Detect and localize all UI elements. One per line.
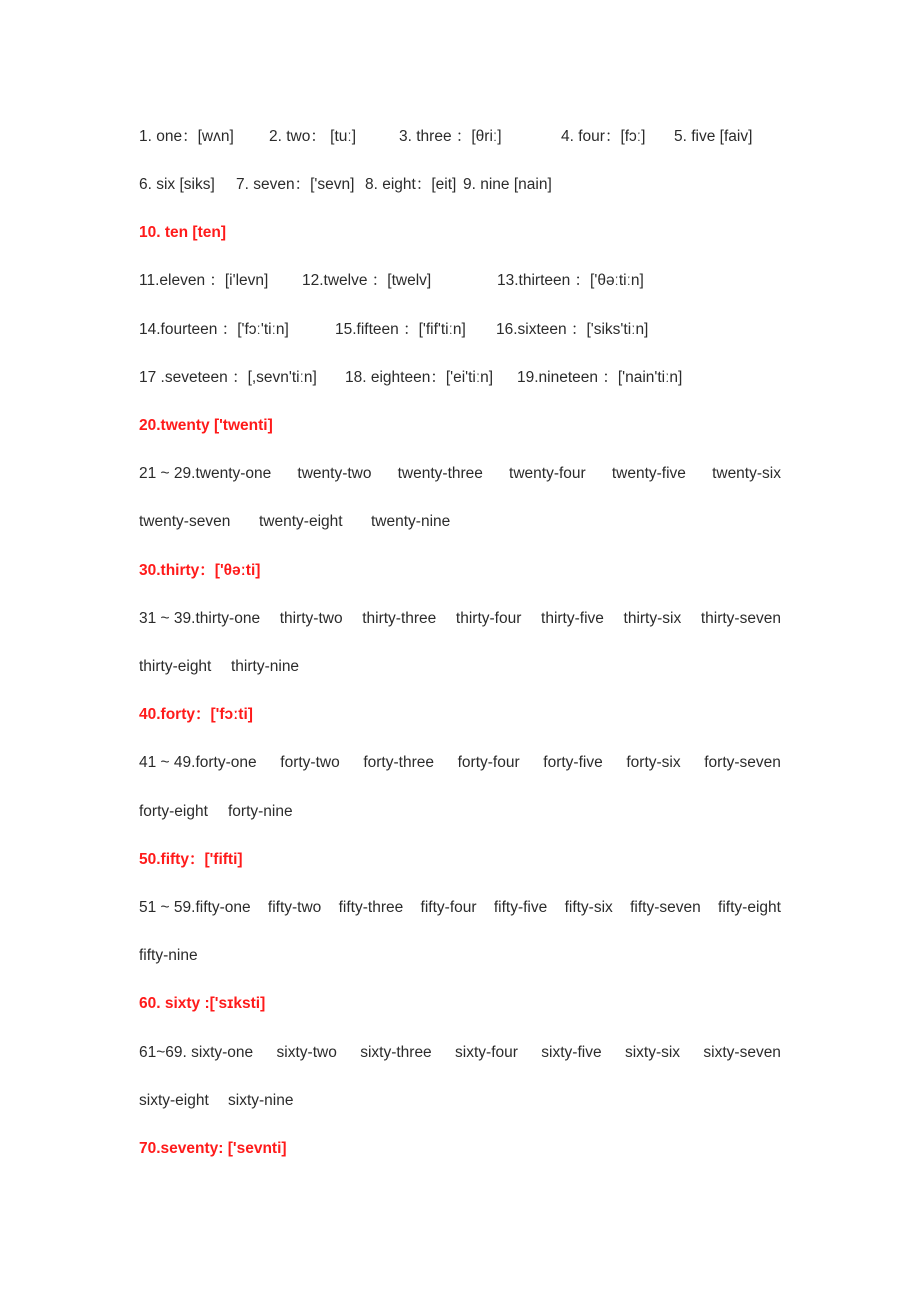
number-entry: sixty-eight <box>139 1092 209 1109</box>
number-entry: thirty-eight <box>139 658 212 675</box>
number-entry: 13.thirteen ：['θəːtiːn] <box>497 272 644 289</box>
thirties-row-2 <box>139 655 781 679</box>
fifties-row-1 <box>139 896 781 920</box>
number-entry: fifty-nine <box>139 947 198 964</box>
number-entry: 2. two： [tuː] <box>269 128 357 145</box>
heading-twenty: 20.twenty ['twenti] <box>139 417 273 434</box>
number-entry: 41 ~ 49.forty-one <box>139 754 257 771</box>
number-entry: fifty-seven <box>630 899 701 916</box>
number-entry: thirty-two <box>279 610 343 627</box>
number-entry: 14.fourteen ：['fɔː'tiːn] <box>139 321 289 338</box>
number-entry: 1. one：[wʌn] <box>139 128 234 145</box>
number-entry: fifty-six <box>564 899 613 916</box>
number-entry: thirty-seven <box>700 610 781 627</box>
thirties-row-1 <box>139 607 781 631</box>
number-entry: fifty-three <box>338 899 404 916</box>
number-entry: sixty-two <box>276 1044 337 1061</box>
heading-forty: 40.forty：['fɔːti] <box>139 706 253 723</box>
number-entry: 12.twelve ：[twelv] <box>302 272 432 289</box>
number-entry: forty-four <box>457 754 520 771</box>
number-entry: twenty-two <box>297 465 372 482</box>
number-entry: 8. eight：[eit] <box>365 176 457 193</box>
number-entry: forty-three <box>363 754 434 771</box>
sixties-row-2 <box>139 1089 781 1113</box>
heading-seventy: 70.seventy: ['sevnti] <box>139 1140 287 1157</box>
number-entry: twenty-nine <box>371 513 451 530</box>
number-entry: forty-eight <box>139 803 208 820</box>
number-entry: 3. three ：[θriː] <box>399 128 502 145</box>
number-entry: twenty-five <box>611 465 686 482</box>
number-entry: thirty-three <box>362 610 437 627</box>
heading-ten: 10. ten [ten] <box>139 224 226 241</box>
heading-sixty: 60. sixty :['sɪksti] <box>139 995 266 1012</box>
number-entry: sixty-six <box>624 1044 681 1061</box>
number-entry: 31 ~ 39.thirty-one <box>139 610 261 627</box>
number-entry: thirty-five <box>541 610 604 627</box>
number-entry: twenty-six <box>712 465 781 482</box>
number-entry: 4. four：[fɔː] <box>561 128 646 145</box>
numbers-1-to-5-row <box>139 125 781 149</box>
number-entry: sixty-nine <box>228 1092 294 1109</box>
numbers-11-to-13-row <box>139 269 781 293</box>
heading-fifty: 50.fifty：['fifti] <box>139 851 243 868</box>
twenties-row-1 <box>139 462 781 486</box>
number-entry: 5. five [faiv] <box>674 128 753 145</box>
number-entry: 16.sixteen ：['siks'tiːn] <box>496 321 649 338</box>
numbers-14-to-16-row <box>139 318 781 342</box>
number-entry: 51 ~ 59.fifty-one <box>139 899 251 916</box>
number-entry: twenty-seven <box>139 513 231 530</box>
number-entry: 21 ~ 29.twenty-one <box>139 465 272 482</box>
number-entry: sixty-seven <box>703 1044 781 1061</box>
number-entry: 6. six [siks] <box>139 176 215 193</box>
number-entry: 19.nineteen ：['nain'tiːn] <box>517 369 683 386</box>
number-entry: forty-six <box>626 754 681 771</box>
number-entry: sixty-five <box>541 1044 602 1061</box>
sixties-row-1 <box>139 1041 781 1065</box>
fifties-row-2 <box>139 944 781 968</box>
number-entry: 7. seven：['sevn] <box>236 176 355 193</box>
number-entry: 18. eighteen：['ei'tiːn] <box>345 369 494 386</box>
number-entry: sixty-four <box>455 1044 518 1061</box>
number-entry: 61~69. sixty-one <box>139 1044 254 1061</box>
forties-row-2 <box>139 800 781 824</box>
number-entry: 9. nine [nain] <box>463 176 552 193</box>
number-entry: fifty-eight <box>718 899 781 916</box>
number-entry: 15.fifteen ：['fif'tiːn] <box>335 321 466 338</box>
number-entry: 11.eleven ：[i'levn] <box>139 272 269 289</box>
heading-thirty: 30.thirty：['θəːti] <box>139 562 261 579</box>
number-entry: fifty-five <box>493 899 548 916</box>
number-entry: forty-two <box>280 754 340 771</box>
number-entry: 17 .seveteen ：[,sevn'tiːn] <box>139 369 317 386</box>
forties-row-1 <box>139 751 781 775</box>
number-entry: sixty-three <box>360 1044 432 1061</box>
number-entry: forty-seven <box>704 754 781 771</box>
number-entry: twenty-four <box>509 465 586 482</box>
twenties-row-2 <box>139 510 781 534</box>
numbers-17-to-19-row <box>139 366 781 390</box>
number-entry: forty-five <box>543 754 603 771</box>
numbers-6-to-9-row <box>139 173 781 197</box>
number-entry: twenty-three <box>397 465 483 482</box>
number-entry: fifty-two <box>267 899 322 916</box>
number-entry: twenty-eight <box>259 513 343 530</box>
number-entry: fifty-four <box>420 899 477 916</box>
number-entry: thirty-four <box>455 610 522 627</box>
number-entry: thirty-nine <box>231 658 300 675</box>
number-entry: forty-nine <box>228 803 293 820</box>
number-entry: thirty-six <box>623 610 682 627</box>
